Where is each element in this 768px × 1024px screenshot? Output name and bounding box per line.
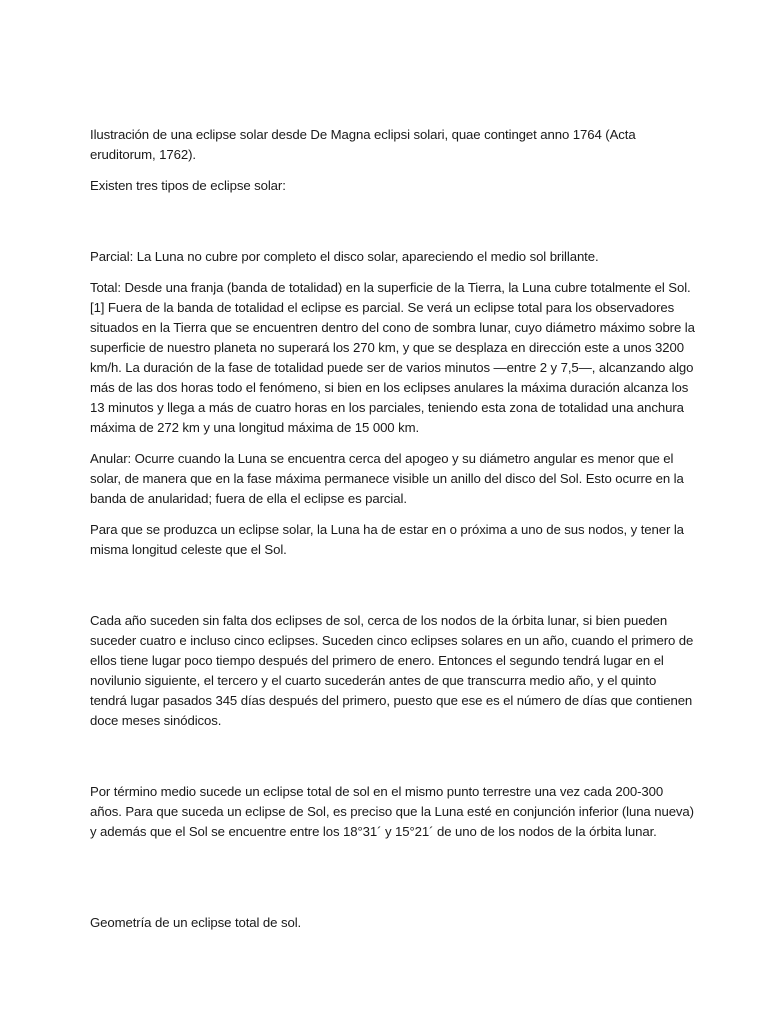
paragraph-eclipses-per-year: Cada año suceden sin falta dos eclipses de sol, cerca de los nodos de la órbita lunar, si bien pueden suceder cuatro e incluso cinco eclipses. Suceden cinco eclipses solares en un año, cuando el primero de ellos tiene lugar poco tiempo después del primero de enero. Entonces el segundo tendrá lugar en el novilunio siguiente, el tercero y el cuarto sucederán antes de que transcurra medio año, y el quinto tendrá lugar pasados 345 días después del primero, puesto que ese es el número de días que contienen doce meses sinódicos. (90, 613, 694, 728)
paragraph-total-eclipse: Total: Desde una franja (banda de totalidad) en la superficie de la Tierra, la Luna cubre totalmente el Sol.[1] Fuera de la banda de totalidad el eclipse es parcial. Se verá un eclipse total para los observadores situados en la Tierra que se encuentren dentro del cono de sombra lunar, cuyo diámetro máximo sobre la superficie de nuestro planeta no superará los 270 km, y que se desplaza en dirección este a unos 3200 km/h. La duración de la fase de totalidad puede ser de varios minutos —entre 2 y 7,5—, alcanzando algo más de las dos horas todo el fenómeno, si bien en los eclipses anulares la máxima duración alcanza los 13 minutos y llega a más de cuatro horas en los parciales, teniendo esta zona de totalidad una anchura máxima de 272 km y una longitud máxima de 15 000 km. (90, 280, 695, 435)
paragraph-nodes-condition: Para que se produzca un eclipse solar, la Luna ha de estar en o próxima a uno de sus nodos, y tener la misma longitud celeste que el Sol. (90, 522, 684, 557)
paragraph-eclipse-types-intro: Existen tres tipos de eclipse solar: (90, 178, 286, 193)
paragraph-annular-eclipse: Anular: Ocurre cuando la Luna se encuentra cerca del apogeo y su diámetro angular es menor que el solar, de manera que en la fase máxima permanece visible un anillo del disco del Sol. Esto ocurre en la banda de anularidad; fuera de ella el eclipse es parcial. (90, 451, 684, 506)
paragraph-geometry-caption: Geometría de un eclipse total de sol. (90, 915, 302, 930)
paragraph-partial-eclipse: Parcial: La Luna no cubre por completo el disco solar, apareciendo el medio sol brillante. (90, 249, 599, 264)
paragraph-illustration-caption: Ilustración de una eclipse solar desde De Magna eclipsi solari, quae continget anno 1764 (Acta eruditorum, 1762). (90, 127, 636, 162)
paragraph-frequency: Por término medio sucede un eclipse total de sol en el mismo punto terrestre una vez cada 200-300 años. Para que suceda un eclipse de Sol, es preciso que la Luna esté en conjunción inferior (luna nueva) y además que el Sol se encuentre entre los 18°31´ y 15°21´ de uno de los nodos de la órbita lunar. (90, 784, 694, 839)
document-page (90, 125, 695, 933)
